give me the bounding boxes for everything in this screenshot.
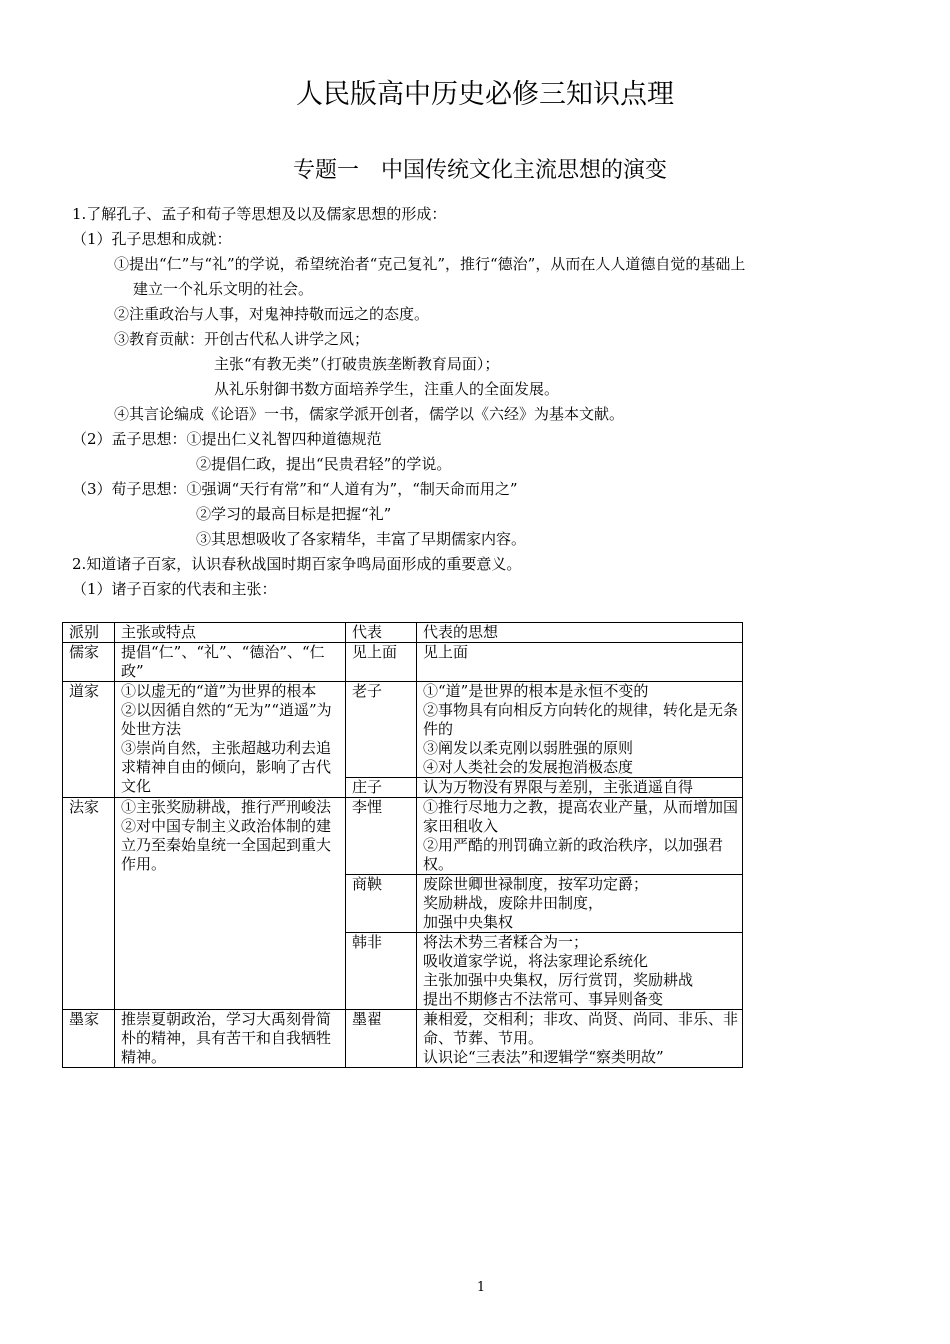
text-line: ②提倡仁政，提出“民贵君轻”的学说。 (196, 455, 452, 473)
header-cell: 主张或特点 (115, 623, 346, 643)
thought-cell: 见上面 (417, 643, 743, 682)
rep-cell: 老子 (346, 682, 417, 778)
school-cell: 法家 (63, 798, 115, 1010)
text-line: ④其言论编成《论语》一书，儒家学派开创者，儒学以《六经》为基本文献。 (114, 405, 625, 423)
text-line: 主张“有教无类”（打破贵族垄断教育局面）； (214, 355, 500, 373)
claim-cell: 提倡“仁”、“礼”、“德治”、“仁政” (115, 643, 346, 682)
schools-table (62, 622, 743, 1068)
text-line: ②学习的最高目标是把握“礼” (196, 505, 392, 523)
text-line: ③其思想吸收了各家精华，丰富了早期儒家内容。 (196, 530, 527, 548)
table-row (63, 643, 743, 682)
thought-cell: 将法术势三者糅合为一； 吸收道家学说，将法家理论系统化 主张加强中央集权，厉行赏罚，奖励耕战 提出不期修古不法常可、事异则备变 (417, 933, 743, 1010)
thought-cell: 废除世卿世禄制度，按军功定爵； 奖励耕战，废除井田制度， 加强中央集权 (417, 875, 743, 933)
rep-cell: 李悝 (346, 798, 417, 875)
thought-cell: 兼相爱，交相利；非攻、尚贤、尚同、非乐、非命、节葬、节用。 认识论“三表法”和逻辑学“察类明故” (417, 1010, 743, 1068)
table-header-row (63, 623, 743, 643)
rep-cell: 韩非 (346, 933, 417, 1010)
text-line: （3）荀子思想：①强调“天行有常”和“人道有为”，“制天命而用之” (72, 480, 518, 498)
text-line: （1）孔子思想和成就： (72, 230, 232, 248)
rep-cell: 庄子 (346, 778, 417, 798)
text-line: 从礼乐射御书数方面培养学生，注重人的全面发展。 (214, 380, 560, 398)
text-line: 建立一个礼乐文明的社会。 (133, 280, 314, 298)
school-cell: 墨家 (63, 1010, 115, 1068)
claim-cell: 推崇夏朝政治，学习大禹刻骨简朴的精神，具有苦干和自我牺牲精神。 (115, 1010, 346, 1068)
school-cell: 道家 (63, 682, 115, 798)
header-cell: 代表 (346, 623, 417, 643)
page-number: 1 (476, 1280, 486, 1295)
table-row (63, 1010, 743, 1068)
thought-cell: 认为万物没有界限与差别，主张逍遥自得 (417, 778, 743, 798)
school-cell: 儒家 (63, 643, 115, 682)
text-line: 1.了解孔子、孟子和荀子等思想及以及儒家思想的形成： (72, 205, 447, 223)
text-line: 2.知道诸子百家，认识春秋战国时期百家争鸣局面形成的重要意义。 (72, 555, 522, 573)
text-line: （2）孟子思想：①提出仁义礼智四种道德规范 (72, 430, 382, 448)
text-line: ③教育贡献：开创古代私人讲学之风； (114, 330, 370, 348)
table-row (63, 798, 743, 875)
claim-cell: ①以虚无的“道”为世界的根本 ②以因循自然的“无为”“逍遥”为处世方法 ③崇尚自然，主张超越功利去追求精神自由的倾向，影响了古代文化 (115, 682, 346, 798)
claim-cell: ①主张奖励耕战，推行严刑峻法 ②对中国专制主义政治体制的建立乃至秦始皇统一全国起到重大作用。 (115, 798, 346, 1010)
rep-cell: 墨翟 (346, 1010, 417, 1068)
table-row (63, 682, 743, 778)
rep-cell: 见上面 (346, 643, 417, 682)
thought-cell: ①推行尽地力之教，提高农业产量，从而增加国家田租收入 ②用严酷的刑罚确立新的政治秩序，以加强君权。 (417, 798, 743, 875)
section-title: 专题一 中国传统文化主流思想的演变 (292, 158, 667, 183)
header-cell: 派别 (63, 623, 115, 643)
rep-cell: 商鞅 (346, 875, 417, 933)
page-title: 人民版高中历史必修三知识点理 (296, 79, 674, 110)
text-line: ①提出“仁”与“礼”的学说，希望统治者“克己复礼”，推行“德治”，从而在人人道德自觉的基础上 (114, 255, 746, 273)
thought-cell: ①“道”是世界的根本是永恒不变的 ②事物具有向相反方向转化的规律，转化是无条件的 ③阐发以柔克刚以弱胜强的原则 ④对人类社会的发展抱消极态度 (417, 682, 743, 778)
text-line: （1）诸子百家的代表和主张： (72, 580, 277, 598)
text-line: ②注重政治与人事，对鬼神持敬而远之的态度。 (114, 305, 430, 323)
header-cell: 代表的思想 (417, 623, 743, 643)
